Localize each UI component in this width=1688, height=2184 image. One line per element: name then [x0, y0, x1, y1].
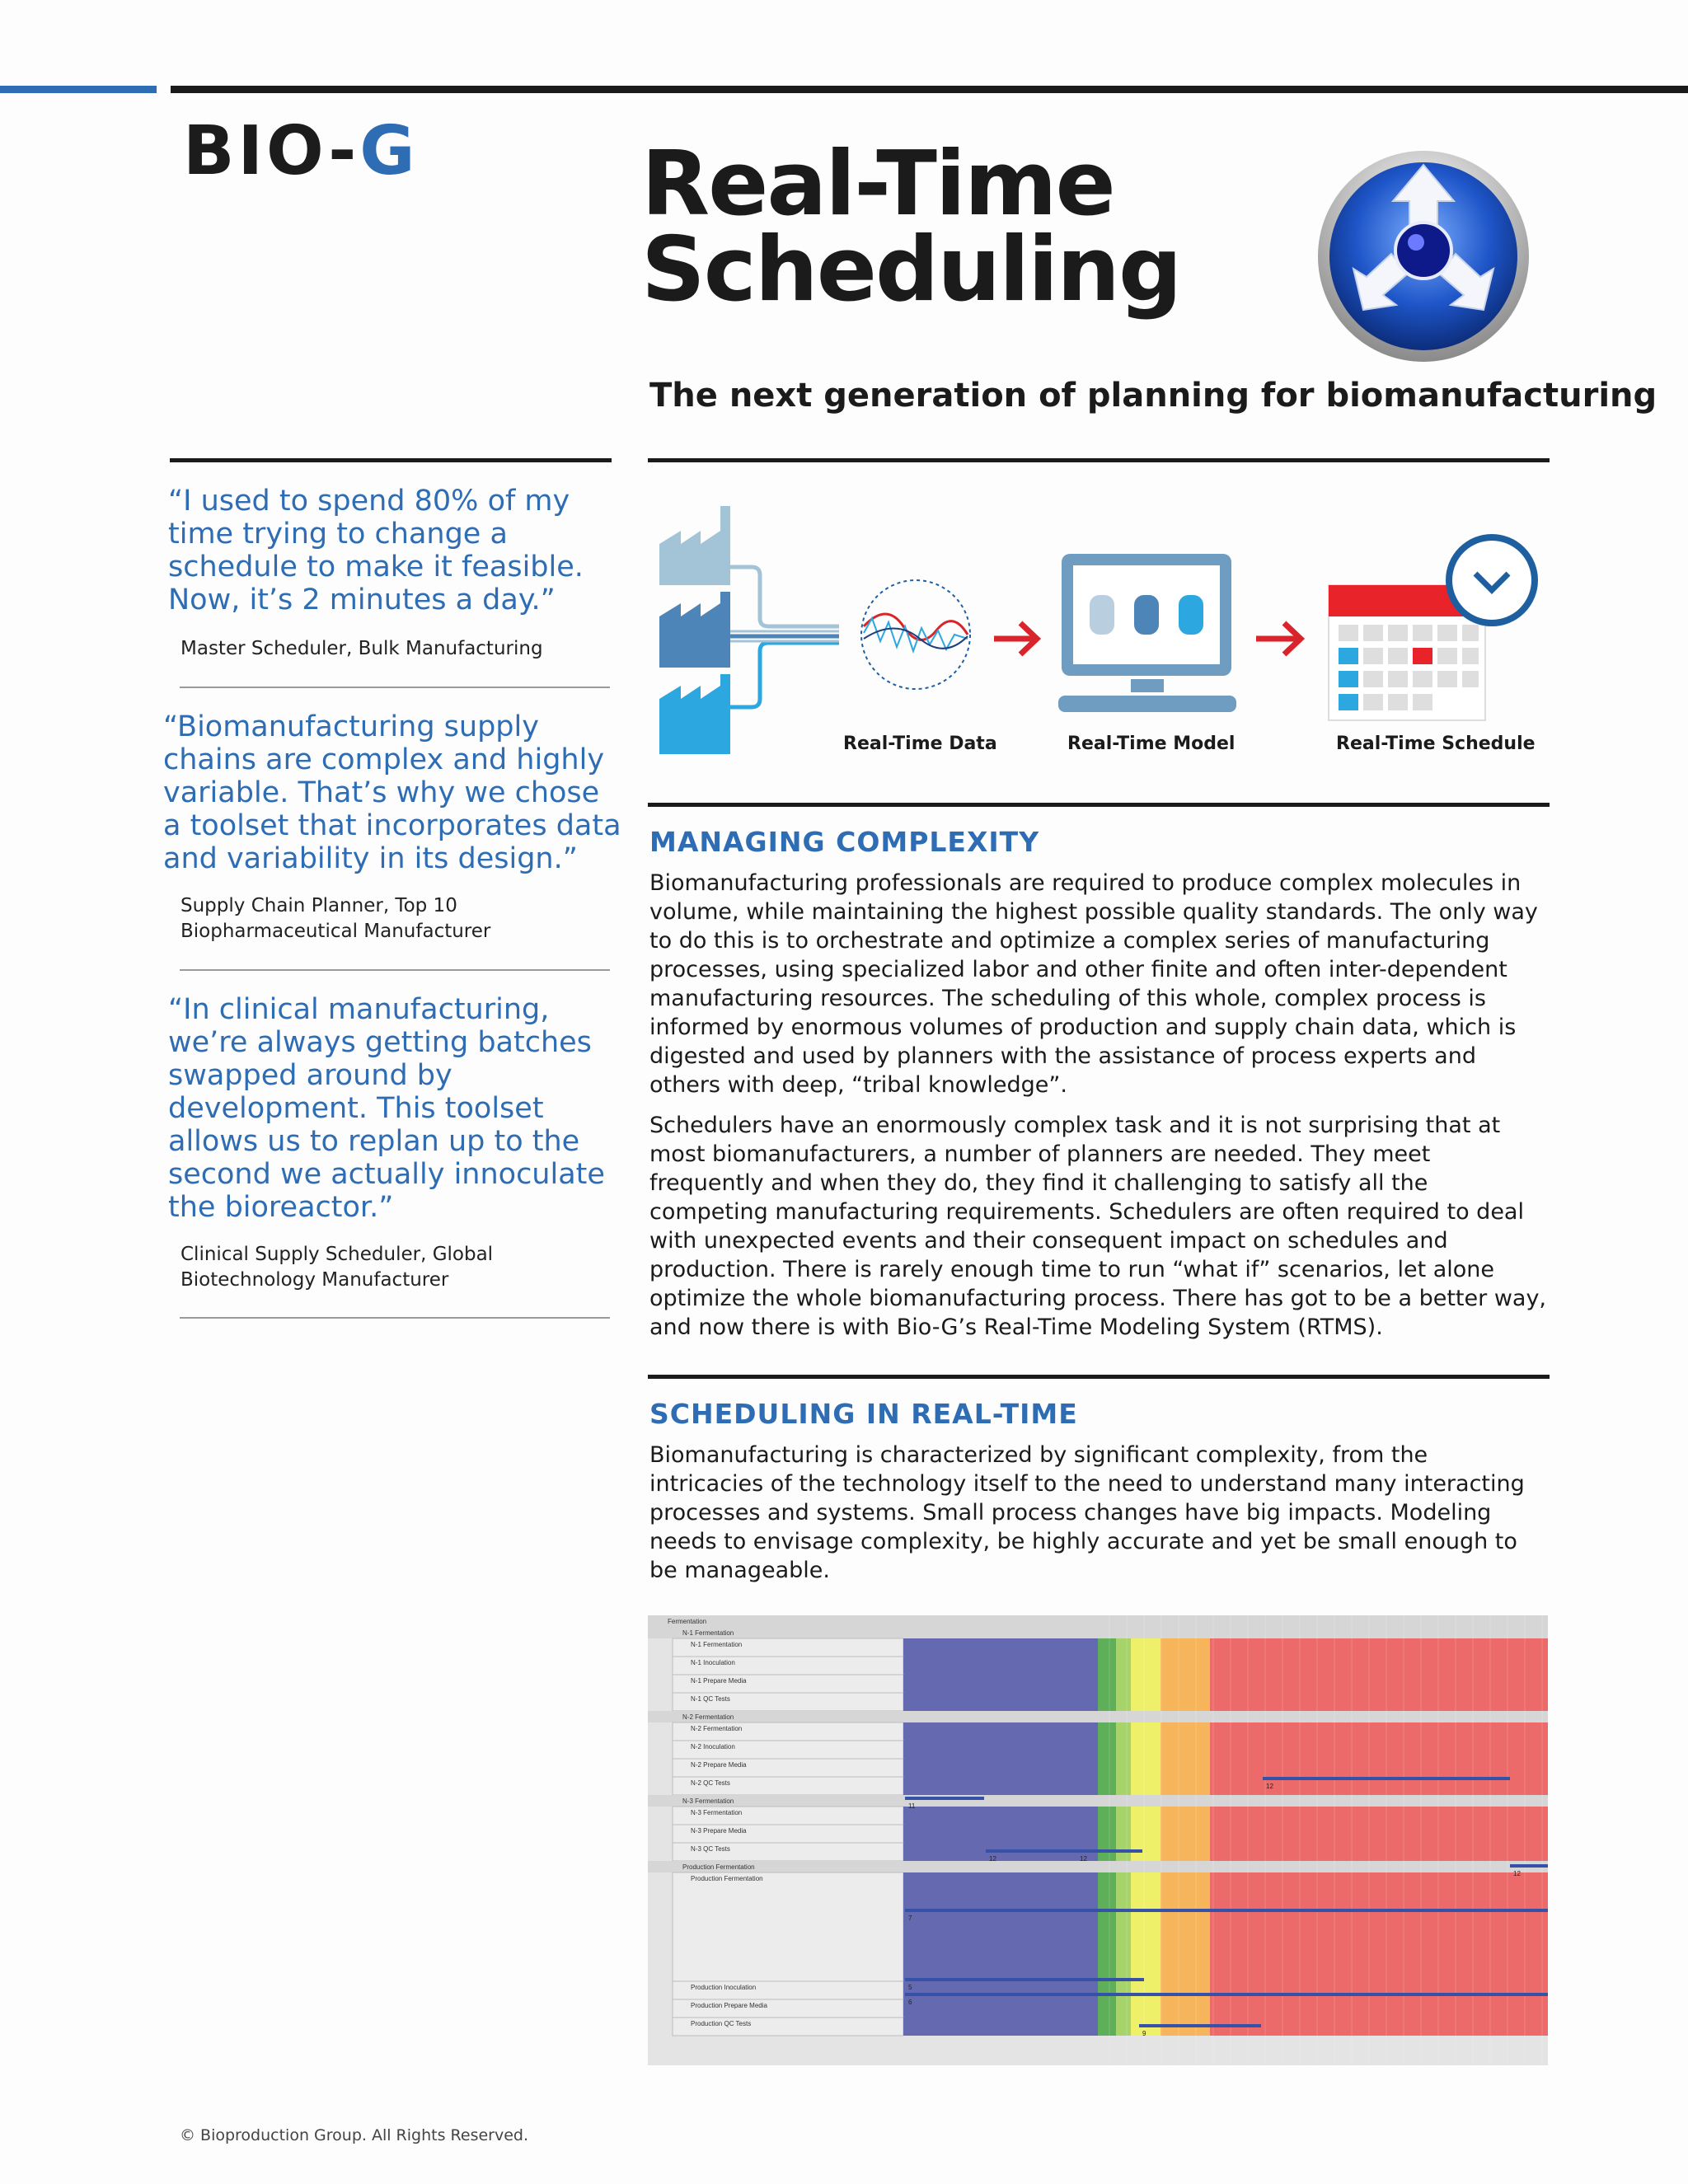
gantt-time-band	[1098, 1693, 1116, 1711]
gantt-time-band	[1131, 1675, 1160, 1693]
gantt-time-band	[1210, 1999, 1548, 2018]
gantt-row-label: Production Fermentation	[682, 1863, 755, 1871]
gantt-row-label: N-2 Prepare Media	[691, 1761, 747, 1769]
clock-icon	[1449, 537, 1535, 623]
section-body-managing-complexity	[649, 869, 1548, 1353]
paragraph: Schedulers have an enormously complex task and it is not surprising that at most biomanufacturers, a number of planners are needed. They meet frequently and when they do, they find it challenging to satisfy all the competing manufacturing requirements. Schedulers are often required to deal with unexpected events and their consequent impact on schedules and production. There is rarely enough time to run “what if” scenarios, let alone optimize the whole biomanufacturing process. There has got to be a better way, and now there is with Bio-G’s Real-Time Modeling System (RTMS).	[649, 1113, 1547, 1340]
gantt-time-band	[1160, 1722, 1210, 1741]
gantt-time-band	[1098, 1741, 1116, 1759]
gantt-bar-label: 5	[908, 1984, 912, 1991]
gantt-time-band	[903, 1722, 1098, 1741]
gantt-time-band	[1160, 1777, 1210, 1795]
factory-icon	[659, 506, 730, 754]
gantt-bar-label: 12	[1080, 1855, 1087, 1863]
quote-divider	[180, 687, 610, 688]
gantt-time-band	[1116, 1999, 1131, 2018]
gantt-time-band	[1160, 1872, 1210, 1981]
gantt-time-band	[1098, 1675, 1116, 1693]
paragraph: Biomanufacturing is characterized by significant complexity, from the intricacies of the technology itself to the need to understand many interacting processes and systems. Small process changes have big impacts. Modeling needs to envisage complexity, be highly accurate and yet be small enough to be manageable.	[649, 1442, 1525, 1583]
gantt-time-band	[1131, 1741, 1160, 1759]
page-title: Real-Time Scheduling	[641, 133, 1181, 321]
gantt-time-band	[903, 1675, 1098, 1693]
gantt-bar-label: 7	[908, 1915, 912, 1922]
gantt-time-band	[1116, 1777, 1131, 1795]
quote-2-attribution: Supply Chain Planner, Top 10 Biopharmaceutical Manufacturer	[181, 895, 491, 942]
gantt-row-label: N-1 Prepare Media	[691, 1677, 747, 1685]
gantt-time-band	[1210, 1872, 1548, 1981]
gantt-row-label: Production Prepare Media	[691, 2002, 767, 2009]
gantt-bar-label: 6	[908, 1999, 912, 2006]
gantt-time-band	[1116, 1657, 1131, 1675]
gantt-row-label: N-3 Prepare Media	[691, 1827, 747, 1835]
gantt-time-band	[903, 1657, 1098, 1675]
gantt-bar	[1510, 1864, 1548, 1868]
flow-label-model: Real-Time Model	[1067, 733, 1236, 754]
gantt-time-band	[1160, 1981, 1210, 1999]
gantt-time-band	[1098, 1981, 1116, 1999]
gantt-time-band	[1210, 1981, 1548, 1999]
real-time-flow-diagram	[648, 494, 1550, 758]
gantt-time-band	[1098, 1872, 1116, 1981]
gantt-time-band	[903, 1693, 1098, 1711]
gantt-bar	[905, 1797, 984, 1800]
section-body-scheduling-real-time	[649, 1441, 1548, 1596]
section-rule	[648, 1375, 1550, 1379]
real-time-arrows-icon	[1315, 148, 1531, 364]
gantt-time-band	[903, 1999, 1098, 2018]
quote-1-attribution: Master Scheduler, Bulk Manufacturing	[181, 638, 543, 659]
gantt-bar-label: 9	[1142, 2030, 1146, 2037]
quote-3-attribution: Clinical Supply Scheduler, Global Biotechnology Manufacturer	[181, 1244, 494, 1291]
gantt-time-band	[1098, 1999, 1116, 2018]
gantt-time-band	[903, 1981, 1098, 1999]
gantt-time-band	[1160, 1807, 1210, 1825]
gantt-time-band	[903, 2018, 1098, 2036]
quotes-top-rule	[170, 458, 612, 462]
gantt-row-label: N-1 Inoculation	[691, 1659, 735, 1666]
gantt-time-band	[1160, 1638, 1210, 1657]
gantt-time-band	[1116, 1741, 1131, 1759]
section-rule	[648, 803, 1550, 807]
gantt-time-band	[1098, 1759, 1116, 1777]
arrow-right-icon	[1256, 623, 1301, 654]
gantt-time-band	[1210, 1843, 1548, 1861]
gantt-row-label: N-3 Fermentation	[691, 1809, 743, 1816]
gantt-time-band	[1098, 1777, 1116, 1795]
arrow-right-icon	[994, 623, 1037, 654]
gantt-time-band	[1160, 1999, 1210, 2018]
gantt-bar-label: 11	[908, 1802, 916, 1810]
gantt-time-band	[1098, 1722, 1116, 1741]
gantt-row-label: N-2 Inoculation	[691, 1743, 735, 1750]
gantt-row-label: N-3 Fermentation	[682, 1797, 734, 1805]
quote-2-text: “Biomanufacturing supply chains are complex and highly variable. That’s why we chose a toolset that incorporates data and variability in its design.”	[163, 710, 621, 875]
gantt-time-band	[1210, 1759, 1548, 1777]
gantt-time-band	[1131, 1825, 1160, 1843]
gantt-time-band	[1210, 1693, 1548, 1711]
gantt-schedule-screenshot	[648, 1615, 1548, 2065]
gantt-bar-label: 12	[1513, 1870, 1521, 1877]
gantt-row-label: Production Fermentation	[691, 1875, 763, 1882]
gantt-time-band	[1131, 1657, 1160, 1675]
gantt-time-band	[1098, 1638, 1116, 1657]
gantt-bar	[905, 1978, 1144, 1981]
gantt-bar	[1139, 2024, 1261, 2027]
gantt-time-band	[1116, 1759, 1131, 1777]
gantt-time-band	[1098, 1825, 1116, 1843]
gantt-time-band	[1116, 2018, 1131, 2036]
gantt-row-label: Production QC Tests	[691, 2020, 752, 2027]
gantt-group-row	[648, 1711, 1548, 1722]
gantt-row-label: N-2 Fermentation	[682, 1713, 734, 1721]
quote-divider	[180, 1317, 610, 1319]
gantt-time-band	[1131, 1722, 1160, 1741]
gantt-bar	[986, 1849, 1142, 1853]
gantt-bar-label: 12	[989, 1855, 996, 1863]
gantt-row-label: N-3 QC Tests	[691, 1845, 730, 1853]
gantt-time-band	[1210, 1638, 1548, 1657]
gantt-time-band	[1116, 1825, 1131, 1843]
gantt-time-band	[903, 1825, 1098, 1843]
gantt-time-band	[903, 1638, 1098, 1657]
flow-label-schedule: Real-Time Schedule	[1336, 733, 1536, 754]
gantt-chart	[648, 1615, 1548, 2065]
gantt-time-band	[1210, 1807, 1548, 1825]
gantt-time-band	[1160, 1825, 1210, 1843]
gantt-time-band	[1131, 1777, 1160, 1795]
gantt-row-label: N-1 QC Tests	[691, 1695, 730, 1703]
quote-divider	[180, 969, 610, 971]
gantt-group-row	[648, 1627, 1548, 1638]
gantt-time-band	[903, 1807, 1098, 1825]
gantt-time-band	[1160, 1675, 1210, 1693]
gantt-time-band	[1116, 1807, 1131, 1825]
gantt-time-band	[903, 1759, 1098, 1777]
gantt-group-row	[648, 1861, 1548, 1872]
flow-label-data: Real-Time Data	[843, 733, 997, 754]
gantt-time-band	[903, 1777, 1098, 1795]
gantt-time-band	[1210, 1675, 1548, 1693]
gantt-time-band	[1116, 1675, 1131, 1693]
gantt-row-label: Fermentation	[668, 1618, 707, 1625]
header-rule	[171, 86, 1688, 93]
gantt-time-band	[1210, 1657, 1548, 1675]
gantt-row-label: Production Inoculation	[691, 1984, 757, 1991]
gantt-bar	[905, 1993, 1548, 1996]
gantt-row-label: N-2 QC Tests	[691, 1779, 730, 1787]
gantt-time-band	[1116, 1981, 1131, 1999]
quote-1-text: “I used to spend 80% of my time trying to change a schedule to make it feasible. Now, it’s 2 minutes a day.”	[168, 485, 584, 616]
gantt-time-band	[1131, 1999, 1160, 2018]
gantt-time-band	[1116, 1722, 1131, 1741]
gantt-bar	[1263, 1777, 1510, 1780]
copyright-footer: © Bioproduction Group. All Rights Reserved.	[180, 2126, 529, 2144]
gantt-group-row	[648, 1615, 1548, 1627]
bio-g-logo: BIO-G	[183, 112, 419, 190]
gantt-time-band	[1160, 1741, 1210, 1759]
gantt-bar	[905, 1909, 1548, 1912]
gantt-time-band	[1116, 1693, 1131, 1711]
gantt-time-band	[1098, 2018, 1116, 2036]
gantt-time-band	[1116, 1638, 1131, 1657]
gantt-time-band	[903, 1741, 1098, 1759]
gantt-time-band	[1098, 1657, 1116, 1675]
gantt-bar-label: 12	[1266, 1783, 1273, 1790]
gantt-time-band	[1131, 1693, 1160, 1711]
gantt-time-band	[1116, 1872, 1131, 1981]
gantt-time-band	[1131, 1981, 1160, 1999]
gantt-time-band	[1160, 1759, 1210, 1777]
paragraph: Biomanufacturing professionals are required to produce complex molecules in volume, while maintaining the highest possible quality standards. The only way to do this is to orchestrate and optimize a complex series of manufacturing processes, using specialized labor and other finite and often inter-dependent manufacturing resources. The scheduling of this whole, complex process is informed by enormous volumes of production and supply chain data, which is digested and used by planners with the assistance of process experts and others with deep, “tribal knowledge”.	[649, 870, 1538, 1098]
page-subtitle: The next generation of planning for biomanufacturing	[649, 377, 1658, 415]
gantt-row-label: N-1 Fermentation	[691, 1641, 743, 1648]
gantt-row-label-cell	[673, 1872, 903, 1981]
gantt-time-band	[1131, 1638, 1160, 1657]
gantt-time-band	[1160, 1843, 1210, 1861]
gantt-time-band	[1160, 1693, 1210, 1711]
gantt-time-band	[1210, 1722, 1548, 1741]
gantt-row-label: N-2 Fermentation	[691, 1725, 743, 1732]
gantt-time-band	[1210, 1741, 1548, 1759]
gantt-group-row	[648, 1795, 1548, 1807]
section-heading-scheduling-real-time: SCHEDULING IN REAL-TIME	[649, 1398, 1078, 1430]
accent-rule	[0, 86, 157, 93]
gantt-row-label: N-1 Fermentation	[682, 1629, 734, 1637]
quote-3-text: “In clinical manufacturing, we’re always getting batches swapped around by development. This toolset allows us to replan up to the second we actually innoculate the bioreactor.”	[168, 993, 605, 1224]
gantt-time-band	[1160, 1657, 1210, 1675]
gantt-time-band	[1131, 1807, 1160, 1825]
gantt-time-band	[1210, 1825, 1548, 1843]
section-heading-managing-complexity: MANAGING COMPLEXITY	[649, 826, 1040, 858]
flow-top-rule	[648, 458, 1550, 462]
gantt-time-band	[1098, 1807, 1116, 1825]
gantt-time-band	[1131, 1759, 1160, 1777]
gantt-time-band	[903, 1872, 1098, 1981]
gantt-time-band	[1131, 1872, 1160, 1981]
